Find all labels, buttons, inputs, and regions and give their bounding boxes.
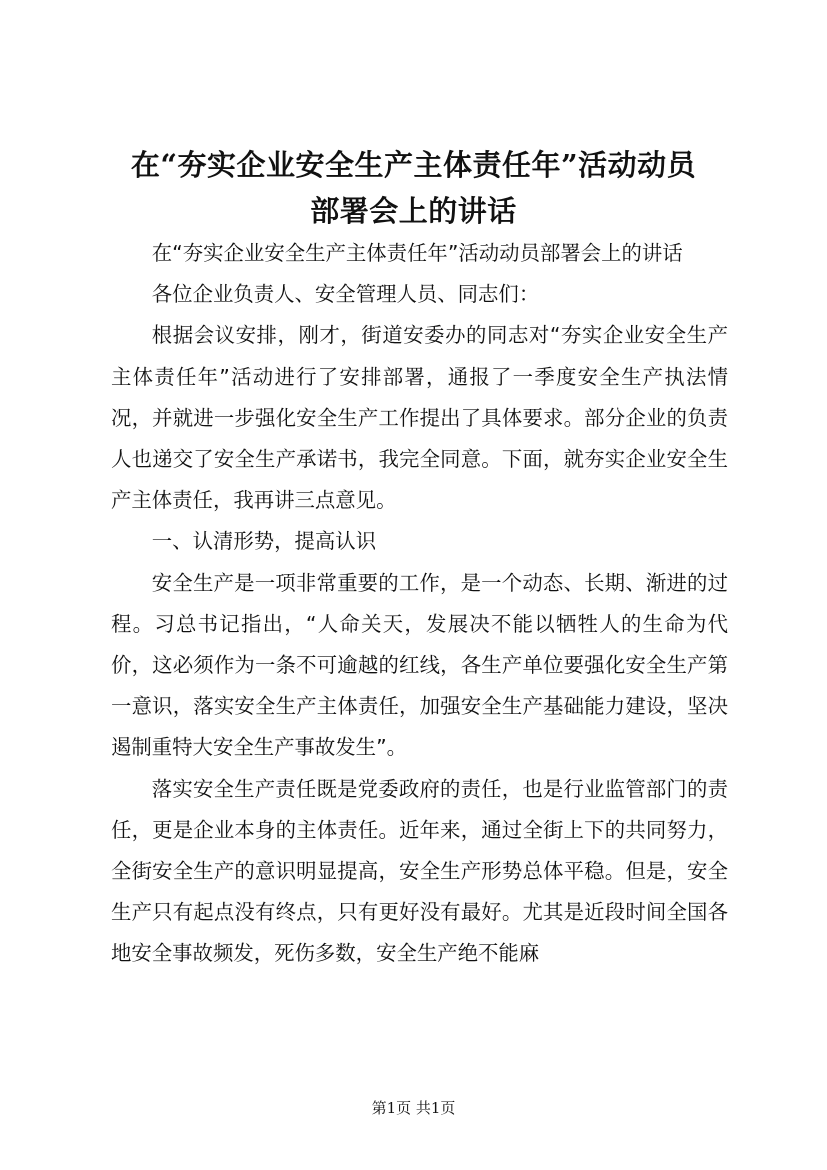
document-body: [111, 233, 728, 975]
paragraph-body-1: 安全生产是一项非常重要的工作，是一个动态、长期、渐进的过程。习总书记指出，“人命关天，发展决不能以牺牲人的生命为代价，这必须作为一条不可逾越的红线，各生产单位要强化安全生产第一意识，落实安全生产主体责任，加强安全生产基础能力建设，坚决遏制重特大安全生产事故发生”。: [111, 570, 728, 760]
paragraph-intro: 根据会议安排，刚才，街道安委办的同志对“夯实企业安全生产主体责任年”活动进行了安排部署，通报了一季度安全生产执法情况，并就进一步强化安全生产工作提出了具体要求。部分企业的负责人也递交了安全生产承诺书，我完全同意。下面，就夯实企业安全生产主体责任，我再讲三点意见。: [111, 323, 728, 513]
document-title: [100, 142, 727, 234]
title-line-1: 在“夯实企业安全生产主体责任年”活动动员: [130, 148, 697, 182]
paragraph-subtitle: 在“夯实企业安全生产主体责任年”活动动员部署会上的讲话: [151, 241, 683, 265]
page-footer: 第1页 共1页: [371, 1099, 456, 1117]
section-heading-1: 一、认清形势，提高认识: [151, 529, 377, 554]
paragraph-body-2: 落实安全生产责任既是党委政府的责任，也是行业监管部门的责任，更是企业本身的主体责任。近年来，通过全街上下的共同努力，全街安全生产的意识明显提高，安全生产形势总体平稳。但是，安全生产只有起点没有终点，只有更好没有最好。尤其是近段时间全国各地安全事故频发，死伤多数，安全生产绝不能麻: [111, 776, 728, 966]
title-line-2: 部署会上的讲话: [310, 194, 517, 228]
paragraph-salutation: 各位企业负责人、安全管理人员、同志们：: [151, 282, 540, 307]
